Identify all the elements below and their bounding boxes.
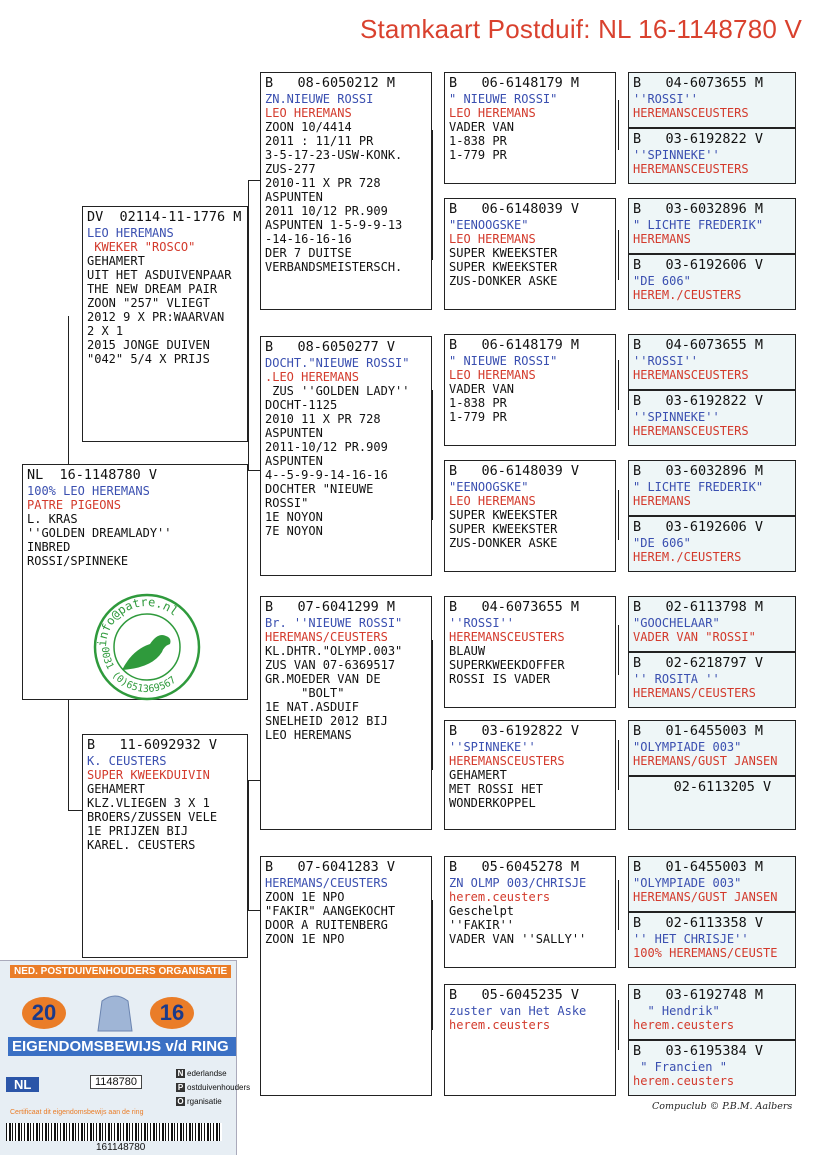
pedigree-box-ggg15 xyxy=(628,984,796,1040)
info-line: -14-16-16-16 xyxy=(265,232,352,246)
info-line: DOCHTER "NIEUWE xyxy=(265,482,374,496)
breeder: K. CEUSTERS xyxy=(87,754,167,768)
pigeon-name: DOCHT."NIEUWE ROSSI" xyxy=(265,356,410,370)
ring-number: B 01-6455003 M xyxy=(633,859,764,875)
info-line: MET ROSSI HET xyxy=(449,782,543,796)
info-line: ASPUNTEN 1-5-9-9-13 xyxy=(265,218,403,232)
card-country: NL xyxy=(6,1077,39,1092)
pedigree-box-ggg10 xyxy=(628,652,796,708)
info-line: 7E NOYON xyxy=(265,524,323,538)
connector-line xyxy=(248,780,260,781)
pedigree-box-gg1 xyxy=(444,72,616,184)
ring-number: B 07-6041283 V xyxy=(265,859,396,875)
info-line: 1E NOYON xyxy=(265,510,323,524)
info-line: BLAUW xyxy=(449,644,486,658)
pigeon-name: " NIEUWE ROSSI" xyxy=(449,354,558,368)
pedigree-box-ggg6 xyxy=(628,390,796,446)
info-line: ZOON "257" VLIEGT xyxy=(87,296,210,310)
info-line: ASPUNTEN xyxy=(265,426,323,440)
breeder: HEREMANS/CEUSTERS xyxy=(265,876,388,890)
info-line: VERBANDSMEISTERSCH. xyxy=(265,260,403,274)
info-line: ''GOLDEN DREAMLADY'' xyxy=(27,526,172,540)
pigeon-name: ''ROSSI'' xyxy=(633,354,699,368)
info-line: SUPERKWEEKDOFFER xyxy=(449,658,565,672)
breeder: HEREMANSCEUSTERS xyxy=(633,368,749,382)
pigeon-name: ZN.NIEUWE ROSSI xyxy=(265,92,374,106)
connector-line xyxy=(432,390,433,520)
barcode-number: 161148780 xyxy=(96,1142,146,1153)
pigeon-name: " LICHTE FREDERIK" xyxy=(633,218,764,232)
info-line: VADER VAN ''SALLY'' xyxy=(449,932,587,946)
info-line: GEHAMERT xyxy=(87,782,145,796)
info-line: ROSSI/SPINNEKE xyxy=(27,554,129,568)
connector-line xyxy=(68,810,82,811)
pedigree-box-grandsire-maternal xyxy=(260,596,432,830)
pigeon-name: ''ROSSI'' xyxy=(449,616,515,630)
connector-line xyxy=(618,230,619,280)
info-line: VADER VAN xyxy=(449,120,515,134)
breeder: HEREM./CEUSTERS xyxy=(633,550,742,564)
info-line: KAREL. CEUSTERS xyxy=(87,838,196,852)
pedigree-box-sire xyxy=(82,206,248,442)
info-line: DOOR A RUITENBERG xyxy=(265,918,388,932)
stamp-bottom-text: 0031 (0)651369567 xyxy=(98,646,179,696)
info-line: "042" 5/4 X PRIJS xyxy=(87,352,210,366)
connector-line xyxy=(432,130,433,260)
info-line: 3-5-17-23-USW-KONK. xyxy=(265,148,403,162)
info-line: 1-779 PR xyxy=(449,410,507,424)
pigeon-name: SUPER KWEEKDUIVIN xyxy=(87,768,210,782)
info-line: SNELHEID 2012 BIJ xyxy=(265,714,388,728)
info-line: DOCHT-1125 xyxy=(265,398,338,412)
info-line: WONDERKOPPEL xyxy=(449,796,536,810)
info-line: ZUS-DONKER ASKE xyxy=(449,274,558,288)
card-year-right: 16 xyxy=(150,997,194,1029)
pigeon-name: '' ROSITA '' xyxy=(633,672,720,686)
info-line: ''FAKIR'' xyxy=(449,918,515,932)
pigeon-name: zuster van Het Aske xyxy=(449,1004,587,1018)
ring-number: B 06-6148179 M xyxy=(449,337,580,353)
connector-line xyxy=(618,625,619,675)
pedigree-box-ggg2 xyxy=(628,128,796,184)
page-title: Stamkaart Postduif: NL 16-1148780 V xyxy=(359,14,802,44)
breeder: HEREM./CEUSTERS xyxy=(633,288,742,302)
info-line: 1E PRIJZEN BIJ xyxy=(87,824,189,838)
pedigree-box-ggg5 xyxy=(628,334,796,390)
ring-number: B 08-6050277 V xyxy=(265,339,396,355)
connector-line xyxy=(618,100,619,150)
info-line: GR.MOEDER VAN DE xyxy=(265,672,381,686)
breeder: HEREMANS xyxy=(633,232,691,246)
info-line: INBRED xyxy=(27,540,71,554)
pigeon-name: ''SPINNEKE'' xyxy=(633,148,720,162)
card-side-line: O rganisatie xyxy=(177,1097,222,1106)
connector-line xyxy=(618,360,619,410)
breeder: HEREMANS/GUST JANSEN xyxy=(633,890,778,904)
ring-number: B 03-6192606 V xyxy=(633,519,764,535)
breeder: herem.ceusters xyxy=(449,890,551,904)
pigeon-name: '' HET CHRISJE'' xyxy=(633,932,749,946)
info-line: "FAKIR" AANGEKOCHT xyxy=(265,904,396,918)
ring-number: B 03-6192822 V xyxy=(449,723,580,739)
breeder: HEREMANS xyxy=(633,494,691,508)
pedigree-box-gg3 xyxy=(444,334,616,446)
info-line: ASPUNTEN xyxy=(265,454,323,468)
ring-number: B 06-6148039 V xyxy=(449,463,580,479)
breeder: HEREMANS/CEUSTERS xyxy=(633,686,756,700)
connector-line xyxy=(432,640,433,770)
breeder: HEREMANS/CEUSTERS xyxy=(265,630,388,644)
ring-number: B 06-6148179 M xyxy=(449,75,580,91)
info-line: ASPUNTEN xyxy=(265,190,323,204)
card-title: EIGENDOMSBEWIJS v/d RING xyxy=(8,1037,236,1056)
ring-number: B 03-6032896 M xyxy=(633,463,764,479)
pigeon-name: " Hendrik" xyxy=(633,1004,720,1018)
breeder: LEO HEREMANS xyxy=(449,494,536,508)
ring-number: B 08-6050212 M xyxy=(265,75,396,91)
card-footer: Certificaat dit eigendomsbewijs aan de ring xyxy=(10,1109,144,1116)
ownership-card xyxy=(0,960,251,1155)
breeder: HEREMANSCEUSTERS xyxy=(449,754,565,768)
pigeon-name: "DE 606" xyxy=(633,274,691,288)
ring-number: B 01-6455003 M xyxy=(633,723,764,739)
info-line: 4--5-9-9-14-16-16 xyxy=(265,468,388,482)
info-line: 1-779 PR xyxy=(449,148,507,162)
info-line: "BOLT" xyxy=(265,686,345,700)
breeder: herem.ceusters xyxy=(633,1074,735,1088)
info-line: KLZ.VLIEGEN 3 X 1 xyxy=(87,796,210,810)
pigeon-name: "GOOCHELAAR" xyxy=(633,616,720,630)
ring-number: B 02-6113798 M xyxy=(633,599,764,615)
info-line: ZOON 1E NPO xyxy=(265,932,345,946)
info-line: 1-838 PR xyxy=(449,396,507,410)
ring-number: NL 16-1148780 V xyxy=(27,467,158,483)
info-line: GEHAMERT xyxy=(87,254,145,268)
pedigree-box-gg4 xyxy=(444,460,616,572)
card-ring-number: 1148780 xyxy=(90,1075,142,1089)
pigeon-name: "OLYMPIADE 003" xyxy=(633,740,742,754)
info-line: ROSSI IS VADER xyxy=(449,672,551,686)
pedigree-box-ggg8 xyxy=(628,516,796,572)
info-line: 2 X 1 xyxy=(87,324,124,338)
connector-line xyxy=(618,1000,619,1050)
info-line: SUPER KWEEKSTER xyxy=(449,246,558,260)
pedigree-box-ggg13 xyxy=(628,856,796,912)
pigeon-name: "DE 606" xyxy=(633,536,691,550)
pedigree-box-ggg3 xyxy=(628,198,796,254)
pedigree-box-grandsire-paternal xyxy=(260,72,432,310)
pedigree-box-granddam-maternal xyxy=(260,856,432,1096)
info-line: GEHAMERT xyxy=(449,768,507,782)
loft-name: PATRE PIGEONS xyxy=(27,498,121,512)
pigeon-name: KWEKER "ROSCO" xyxy=(87,240,196,254)
breeder: LEO HEREMANS xyxy=(87,226,174,240)
pedigree-box-ggg11 xyxy=(628,720,796,776)
ring-number: B 04-6073655 M xyxy=(633,75,764,91)
ring-number: B 02-6218797 V xyxy=(633,655,764,671)
ring-number: 02-6113205 V xyxy=(633,779,772,795)
info-line: 2010-11 X PR 728 xyxy=(265,176,381,190)
info-line: ZUS-277 xyxy=(265,162,316,176)
ring-number: B 05-6045278 M xyxy=(449,859,580,875)
info-line: ROSSI" xyxy=(265,496,309,510)
ring-number: B 05-6045235 V xyxy=(449,987,580,1003)
info-line: 2010 11 X PR 728 xyxy=(265,412,381,426)
pedigree-box-ggg16 xyxy=(628,1040,796,1096)
info-line: 2011 : 11/11 PR xyxy=(265,134,374,148)
connector-line xyxy=(618,880,619,930)
card-org: NED. POSTDUIVENHOUDERS ORGANISATIE xyxy=(10,965,231,978)
info-line: DER 7 DUITSE xyxy=(265,246,352,260)
info-line: ZOON 1E NPO xyxy=(265,890,345,904)
pigeon-name: " LICHTE FREDERIK" xyxy=(633,480,764,494)
card-side-line: P ostduivenhouders xyxy=(177,1083,251,1092)
ring-number: B 11-6092932 V xyxy=(87,737,218,753)
ring-number: B 03-6032896 M xyxy=(633,201,764,217)
info-line: L. KRAS xyxy=(27,512,78,526)
breeder: LEO HEREMANS xyxy=(449,368,536,382)
barcode xyxy=(6,1123,222,1141)
info-line: ZUS VAN 07-6369517 xyxy=(265,658,396,672)
pedigree-box-gg6 xyxy=(444,720,616,830)
connector-line xyxy=(248,180,260,181)
info-line: 2011 10/12 PR.909 xyxy=(265,204,388,218)
ring-number: B 04-6073655 M xyxy=(449,599,580,615)
info-line: ZUS-DONKER ASKE xyxy=(449,536,558,550)
info-line: ZOON 10/4414 xyxy=(265,120,352,134)
pedigree-box-ggg7 xyxy=(628,460,796,516)
pedigree-box-gg5 xyxy=(444,596,616,708)
credit-text: Compuclub © P.B.M. Aalbers xyxy=(652,1101,793,1112)
ring-number: B 03-6192822 V xyxy=(633,393,764,409)
pigeon-name: "EENOOGSKE" xyxy=(449,480,529,494)
info-line: 1-838 PR xyxy=(449,134,507,148)
connector-line xyxy=(248,470,260,471)
connector-line xyxy=(248,180,249,470)
ring-number: B 02-6113358 V xyxy=(633,915,764,931)
pigeon-name: "OLYMPIADE 003" xyxy=(633,876,742,890)
breeder: LEO HEREMANS xyxy=(449,232,536,246)
ring-number: B 07-6041299 M xyxy=(265,599,396,615)
connector-line xyxy=(248,910,260,911)
pigeon-name: "EENOOGSKE" xyxy=(449,218,529,232)
ring-number: B 03-6192606 V xyxy=(633,257,764,273)
breeder: 100% LEO HEREMANS xyxy=(27,484,150,498)
info-line: UIT HET ASDUIVENPAAR xyxy=(87,268,232,282)
ring-number: B 03-6192748 M xyxy=(633,987,764,1003)
stamp-logo xyxy=(92,592,202,702)
pigeon-icon xyxy=(122,635,171,670)
breeder: VADER VAN "ROSSI" xyxy=(633,630,756,644)
pedigree-box-dam xyxy=(82,734,248,958)
connector-line xyxy=(248,780,249,910)
pedigree-box-ggg1 xyxy=(628,72,796,128)
connector-line xyxy=(68,316,69,464)
ring-number: DV 02114-11-1776 M xyxy=(87,209,242,225)
pigeon-name: " Francien " xyxy=(633,1060,727,1074)
ring-number: B 03-6192822 V xyxy=(633,131,764,147)
ring-number: B 04-6073655 M xyxy=(633,337,764,353)
info-line: ZUS ''GOLDEN LADY'' xyxy=(265,384,410,398)
pedigree-box-ggg12 xyxy=(628,776,796,830)
pedigree-box-ggg14 xyxy=(628,912,796,968)
stamp-top-text: info@patre.nl xyxy=(94,594,181,648)
info-line: THE NEW DREAM PAIR xyxy=(87,282,218,296)
info-line: SUPER KWEEKSTER xyxy=(449,508,558,522)
breeder: HEREMANSCEUSTERS xyxy=(633,106,749,120)
info-line: LEO HEREMANS xyxy=(265,728,352,742)
breeder: HEREMANSCEUSTERS xyxy=(633,424,749,438)
breeder: LEO HEREMANS xyxy=(265,106,352,120)
pigeon-name: Br. ''NIEUWE ROSSI" xyxy=(265,616,403,630)
card-year-left: 20 xyxy=(22,997,66,1029)
connector-line xyxy=(618,490,619,540)
breeder: HEREMANSCEUSTERS xyxy=(633,162,749,176)
info-line: 2011-10/12 PR.909 xyxy=(265,440,388,454)
connector-line xyxy=(68,700,69,810)
pedigree-box-gg2 xyxy=(444,198,616,310)
pedigree-box-ggg9 xyxy=(628,596,796,652)
info-line: SUPER KWEEKSTER xyxy=(449,260,558,274)
ring-number: B 06-6148039 V xyxy=(449,201,580,217)
info-line: BROERS/ZUSSEN VELE xyxy=(87,810,218,824)
breeder: LEO HEREMANS xyxy=(449,106,536,120)
lion-crest-icon xyxy=(90,991,140,1035)
breeder: herem.ceusters xyxy=(449,1018,551,1032)
ring-number: B 03-6195384 V xyxy=(633,1043,764,1059)
pigeon-name: ''SPINNEKE'' xyxy=(449,740,536,754)
connector-line xyxy=(432,900,433,1030)
info-line: SUPER KWEEKSTER xyxy=(449,522,558,536)
card-side-line: N ederlandse xyxy=(177,1069,227,1078)
pigeon-name: ''SPINNEKE'' xyxy=(633,410,720,424)
info-line: Geschelpt xyxy=(449,904,515,918)
info-line: 2012 9 X PR:WAARVAN xyxy=(87,310,225,324)
connector-line xyxy=(618,740,619,790)
pedigree-box-gg7 xyxy=(444,856,616,968)
pigeon-name: " NIEUWE ROSSI" xyxy=(449,92,558,106)
info-line: KL.DHTR."OLYMP.003" xyxy=(265,644,403,658)
breeder: HEREMANSCEUSTERS xyxy=(449,630,565,644)
pigeon-name: ZN OLMP 003/CHRISJE xyxy=(449,876,587,890)
pedigree-box-ggg4 xyxy=(628,254,796,310)
breeder: HEREMANS/GUST JANSEN xyxy=(633,754,778,768)
info-line: 2015 JONGE DUIVEN xyxy=(87,338,210,352)
pedigree-box-gg8 xyxy=(444,984,616,1096)
info-line: VADER VAN xyxy=(449,382,515,396)
breeder: herem.ceusters xyxy=(633,1018,735,1032)
pigeon-name: ''ROSSI'' xyxy=(633,92,699,106)
breeder: .LEO HEREMANS xyxy=(265,370,359,384)
breeder: 100% HEREMANS/CEUSTE xyxy=(633,946,778,960)
info-line: 1E NAT.ASDUIF xyxy=(265,700,359,714)
pedigree-box-granddam-paternal xyxy=(260,336,432,576)
